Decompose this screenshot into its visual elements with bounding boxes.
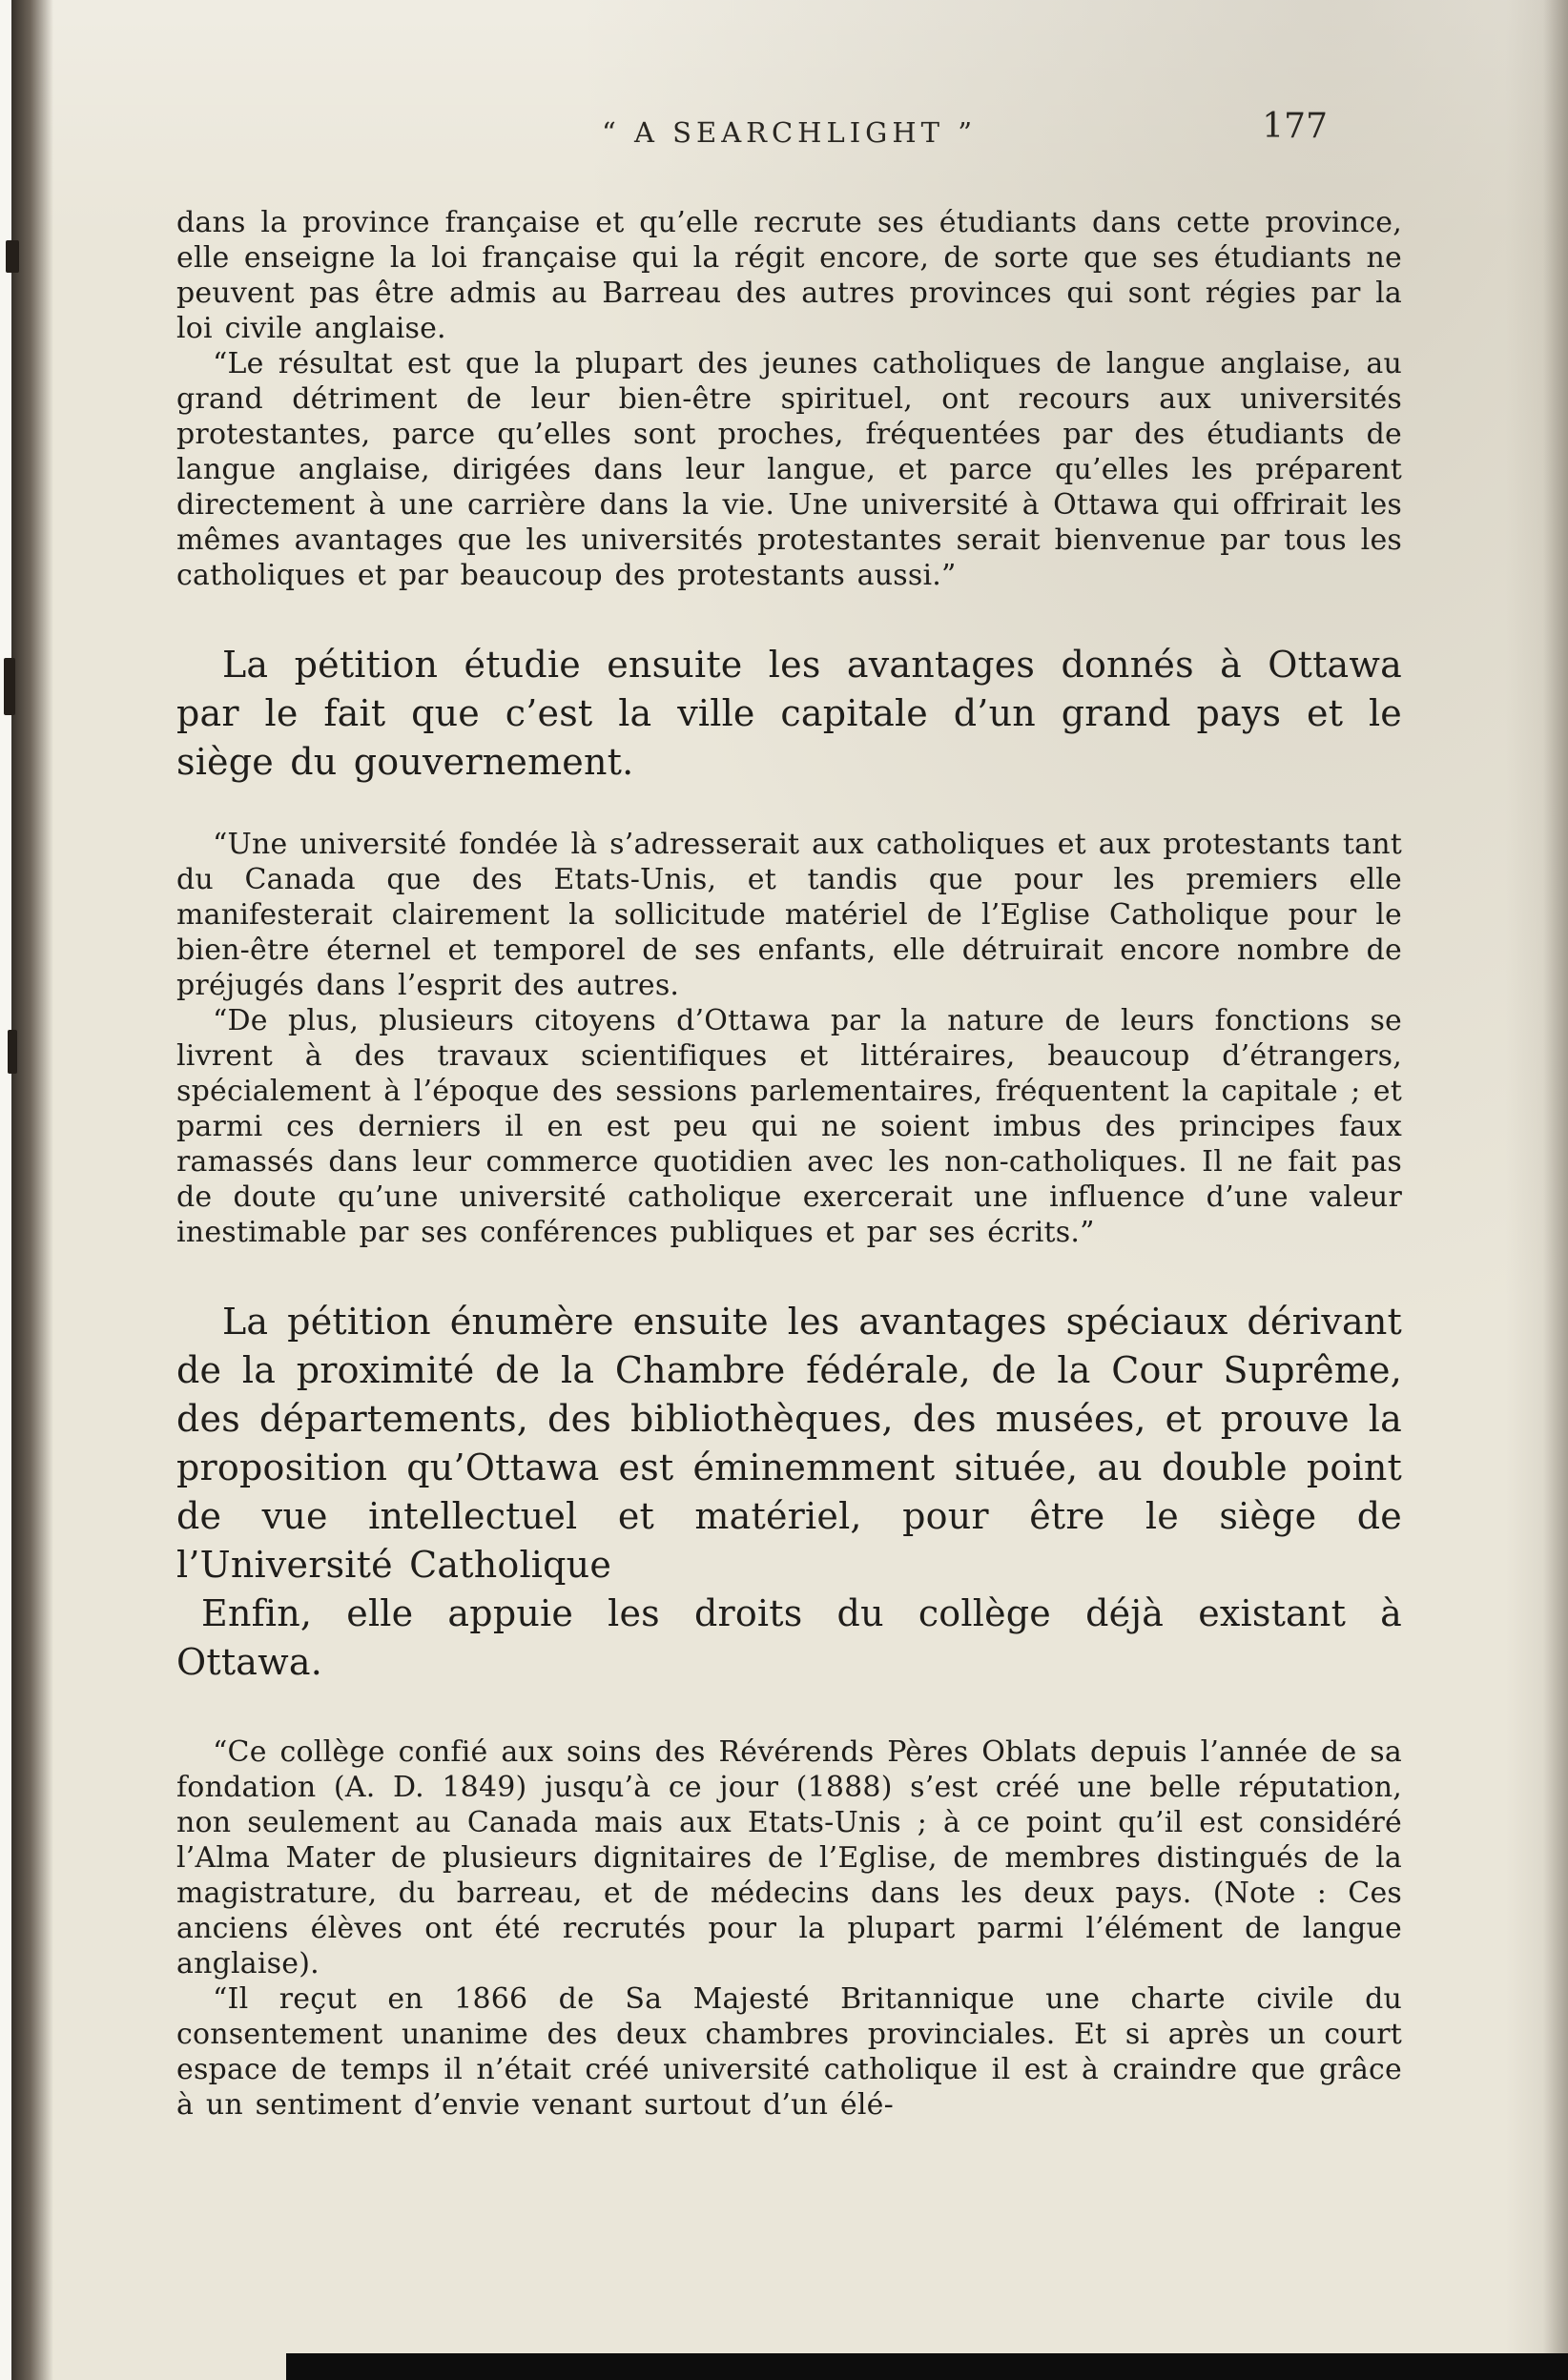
quote-paragraph: “Ce collège confié aux soins des Révérends Pères Oblats depuis l’année de sa fondation (A. D. 1849) jusqu’à ce jour (1888) s’est créé une belle réputation, non seulement au Canada mais aux Etats-Unis ; à ce point qu’il est considéré l’Alma Mater de plusieurs dignitaires de l’Eglise, de membres distingués de la magistrature, du barreau, et de médecins dans les deux pays. (Note : Ces anciens élèves ont été recrutés pour la plupart parmi l’élément de langue anglaise). — [176, 1735, 1402, 1980]
page-edge-shadow — [1543, 0, 1568, 2380]
quote-paragraph: “Il reçut en 1866 de Sa Majesté Britannique une charte civile du consentement unanime des deux chambres provinciales. Et si après un court espace de temps il n’était créé université catholique il est à craindre que grâce à un sentiment d’envie venant surtout d’un élé- — [176, 1982, 1402, 2122]
quote-paragraph: “Le résultat est que la plupart des jeunes catholiques de langue anglaise, au grand détriment de leur bien-être spirituel, ont recours aux universités protestantes, parce qu’elles sont proches, fréquentées par des étudiants de langue anglaise, dirigées dans leur langue, et parce qu’elles les préparent directement à une carrière dans la vie. Une université à Ottawa qui offrirait les mêmes avantages que les universités protestantes serait bienvenue par tous les catholiques et par beaucoup des protestants aussi.” — [176, 347, 1402, 592]
quote-paragraph: “Une université fondée là s’adresserait aux catholiques et aux protestants tant du Canada que des Etats-Unis, et tandis que pour les premiers elle manifesterait clairement la sollicitude matériel de l’Eglise Catholique pour le bien-être éternel et temporel de ses enfants, elle détruirait encore nombre de préjugés dans l’esprit des autres. — [176, 828, 1402, 1002]
body-paragraph: La pétition étudie ensuite les avantages donnés à Ottawa par le fait que c’est la ville capitale d’un grand pays et le siège du gouvernement. — [176, 644, 1402, 783]
binding-shadow — [11, 0, 53, 2380]
running-title: “ A SEARCHLIGHT ” — [601, 116, 978, 149]
scan-artifact — [6, 240, 19, 273]
body-paragraph: dans la province française et qu’elle recrute ses étudiants dans cette province, elle enseigne la loi française qui la régit encore, de sorte que ses étudiants ne peuvent pas être admis au Barreau des autres provinces qui sont régies par la loi civile anglaise. — [176, 206, 1402, 345]
scan-artifact — [4, 658, 15, 715]
quote-paragraph: “De plus, plusieurs citoyens d’Ottawa par la nature de leurs fonctions se livrent à des travaux scientifiques et littéraires, beaucoup d’étrangers, spécialement à l’époque des sessions parlementaires, fréquentent la capitale ; et parmi ces derniers il en est peu qui ne soient imbus des principes faux ramassés dans leur commerce quotidien avec les non-catholiques. Il ne fait pas de doute qu’une université catholique exercerait une influence d’une valeur inestimable par ses conférences publiques et par ses écrits.” — [176, 1004, 1402, 1249]
body-paragraph: La pétition énumère ensuite les avantages spéciaux dérivant de la proximité de la Chambre fédérale, de la Cour Suprême, des départements, des bibliothèques, des musées, et prouve la proposition qu’Ottawa est éminemment située, au double point de vue intellectuel et matériel, pour être le siège de l’Université Catholique — [176, 1301, 1402, 1586]
scan-artifact — [8, 1030, 17, 1074]
scan-bottom-bar — [286, 2353, 1568, 2380]
text-block — [176, 205, 1402, 2123]
page-number: 177 — [1262, 107, 1328, 146]
page-header — [176, 116, 1402, 149]
body-paragraph: Enfin, elle appuie les droits du collège déjà existant à Ottawa. — [176, 1592, 1402, 1683]
scanner-edge — [0, 0, 11, 2380]
